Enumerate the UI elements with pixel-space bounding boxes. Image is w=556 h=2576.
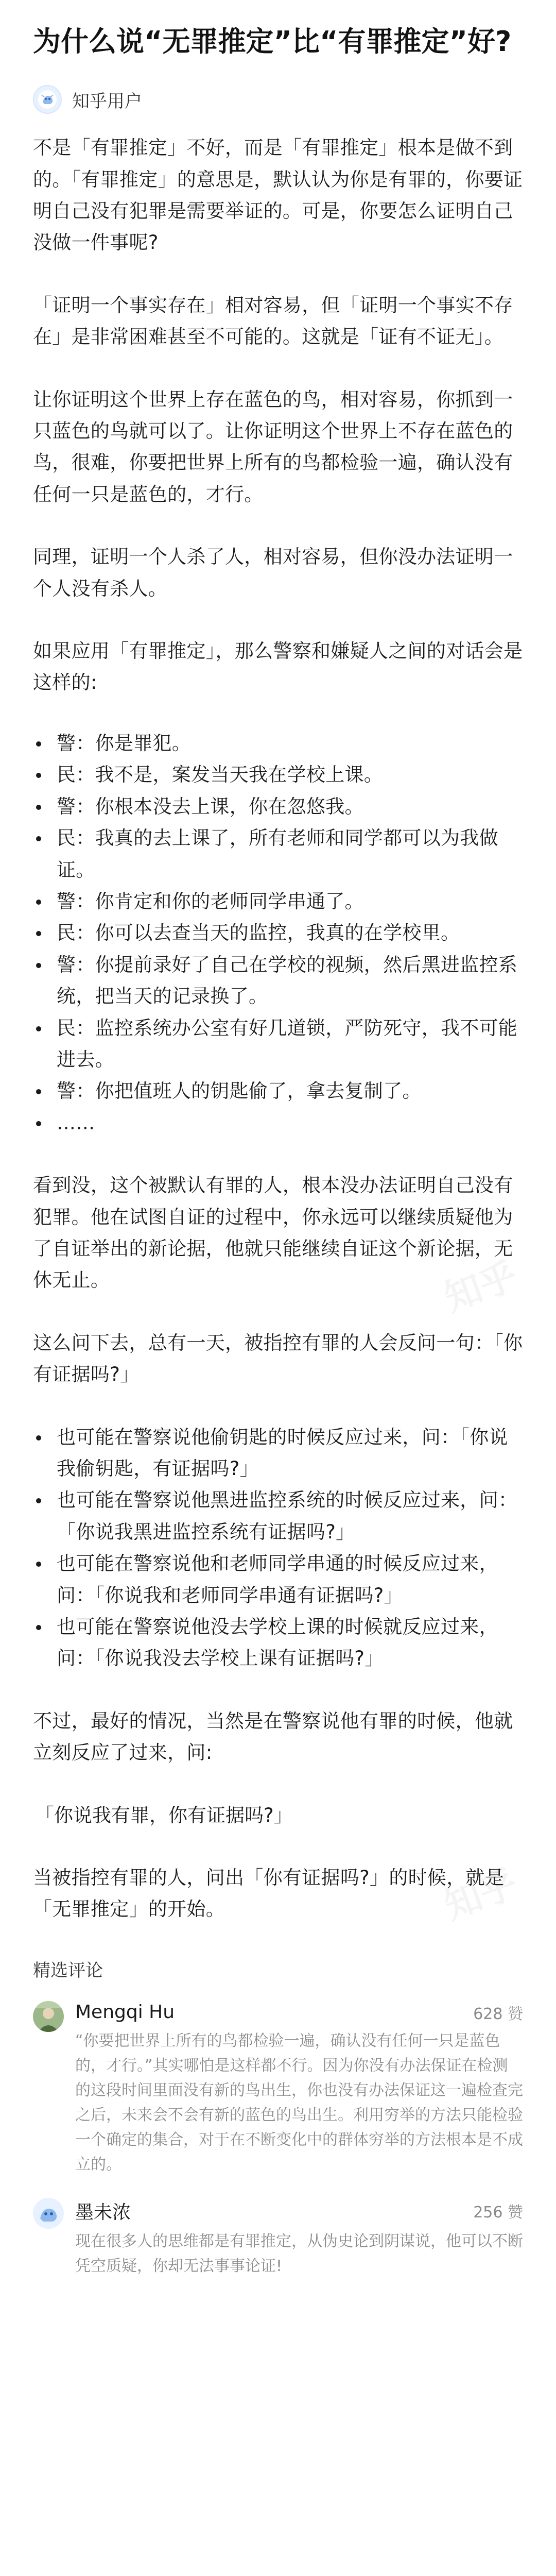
avatar[interactable]: [33, 2001, 64, 2032]
list-item: 警：你提前录好了自己在学校的视频，然后黑进监控系统，把当天的记录换了。: [33, 949, 523, 1012]
list-item: 警：你肯定和你的老师同学串通了。: [33, 886, 523, 917]
comment-author[interactable]: Mengqi Hu: [75, 2002, 175, 2023]
author-name[interactable]: 知乎用户: [72, 91, 142, 112]
avatar[interactable]: [33, 85, 62, 114]
comment-text: 现在很多人的思维都是有罪推定，从伪史论到阴谋说，他可以不断凭空质疑，你却无法事事论证!: [75, 2232, 523, 2275]
counter-question-list: [33, 1421, 523, 1674]
list-item: 也可能在警察说他和老师同学串通的时候反应过来，问：「你说我和老师同学串通有证据吗?」: [33, 1548, 523, 1611]
zhihu-default-avatar-icon: [37, 89, 58, 110]
paragraph: 当被指控有罪的人，问出「你有证据吗?」的时候，就是「无罪推定」的开始。: [33, 1867, 505, 1921]
author-row[interactable]: [0, 60, 556, 121]
comment-item[interactable]: [33, 2001, 523, 2177]
list-item: 也可能在警察说他偷钥匙的时候反应过来，问：「你说我偷钥匙，有证据吗?」: [33, 1421, 523, 1485]
list-item: 也可能在警察说他黑进监控系统的时候反应过来，问：「你说我黑进监控系统有证据吗?」: [33, 1484, 523, 1548]
comment-text: “你要把世界上所有的鸟都检验一遍，确认没有任何一只是蓝色的，才行。”其实哪怕是这样都不行。因为你没有办法保证在检测的这段时间里面没有新的鸟出生，你也没有办法保证这一遍检查完之后，未来会不会有新的蓝色的鸟出生。利用穷举的方法只能检验一个确定的集合，对于在不断变化中的群体穷举的方法根本是不成立的。: [75, 2031, 523, 2174]
dialogue-list: [33, 727, 523, 1139]
list-item: 民：你可以去查当天的监控，我真的在学校里。: [33, 917, 523, 948]
list-item: ……: [33, 1107, 523, 1139]
paragraph: 如果应用「有罪推定」，那么警察和嫌疑人之间的对话会是这样的:: [33, 640, 523, 694]
list-item: 也可能在警察说他没去学校上课的时候就反应过来，问：「你说我没去学校上课有证据吗?」: [33, 1611, 523, 1674]
paragraph: 这么问下去，总有一天，被指控有罪的人会反问一句：「你有证据吗?」: [33, 1331, 523, 1386]
quote-line: 「你说我有罪，你有证据吗?」: [35, 1804, 293, 1826]
comments-section-label: 精选评论: [33, 1960, 103, 1981]
list-item: 民：我不是，案发当天我在学校上课。: [33, 759, 523, 790]
list-item: 民：我真的去上课了，所有老师和同学都可以为我做证。: [33, 822, 523, 886]
like-count: 628 赞: [473, 2005, 523, 2023]
paragraph: 同理，证明一个人杀了人，相对容易，但你没办法证明一个人没有杀人。: [33, 546, 513, 600]
paragraph: 让你证明这个世界上存在蓝色的鸟，相对容易，你抓到一只蓝色的鸟就可以了。让你证明这个世界上不存在蓝色的鸟，很难，你要把世界上所有的鸟都检验一遍，确认没有任何一只是蓝色的，才行。: [33, 388, 513, 505]
article-title: 为什么说“无罪推定”比“有罪推定”好?: [33, 25, 512, 58]
like-count: 256 赞: [473, 2204, 523, 2222]
paragraph: 不过，最好的情况，当然是在警察说他有罪的时候，他就立刻反应了过来，问:: [33, 1709, 513, 1764]
avatar[interactable]: [33, 2198, 64, 2229]
user-photo-icon: [33, 2001, 64, 2032]
comment-author[interactable]: 墨未浓: [75, 2201, 131, 2223]
list-item: 警：你根本没去上课，你在忽悠我。: [33, 791, 523, 822]
list-item: 民：监控系统办公室有好几道锁，严防死守，我不可能进去。: [33, 1012, 523, 1076]
zhihu-default-avatar-icon: [33, 2198, 64, 2229]
list-item: 警：你是罪犯。: [33, 727, 523, 759]
article-body: [0, 121, 556, 1925]
paragraph: 不是「有罪推定」不好，而是「有罪推定」根本是做不到的。「有罪推定」的意思是，默认认为你是有罪的，你要证明自己没有犯罪是需要举证的。可是，你要怎么证明自己没做一件事呢?: [33, 137, 523, 254]
comments-list: [0, 2001, 556, 2279]
paragraph: 「证明一个事实存在」相对容易，但「证明一个事实不存在」是非常困难甚至不可能的。这就是「证有不证无」。: [33, 294, 513, 348]
comment-item[interactable]: [33, 2198, 523, 2279]
paragraph: 看到没，这个被默认有罪的人，根本没办法证明自己没有犯罪。他在试图自证的过程中，你永远可以继续质疑他为了自证举出的新论据，他就只能继续自证这个新论据，无休无止。: [33, 1174, 513, 1292]
list-item: 警：你把值班人的钥匙偷了，拿去复制了。: [33, 1075, 523, 1107]
